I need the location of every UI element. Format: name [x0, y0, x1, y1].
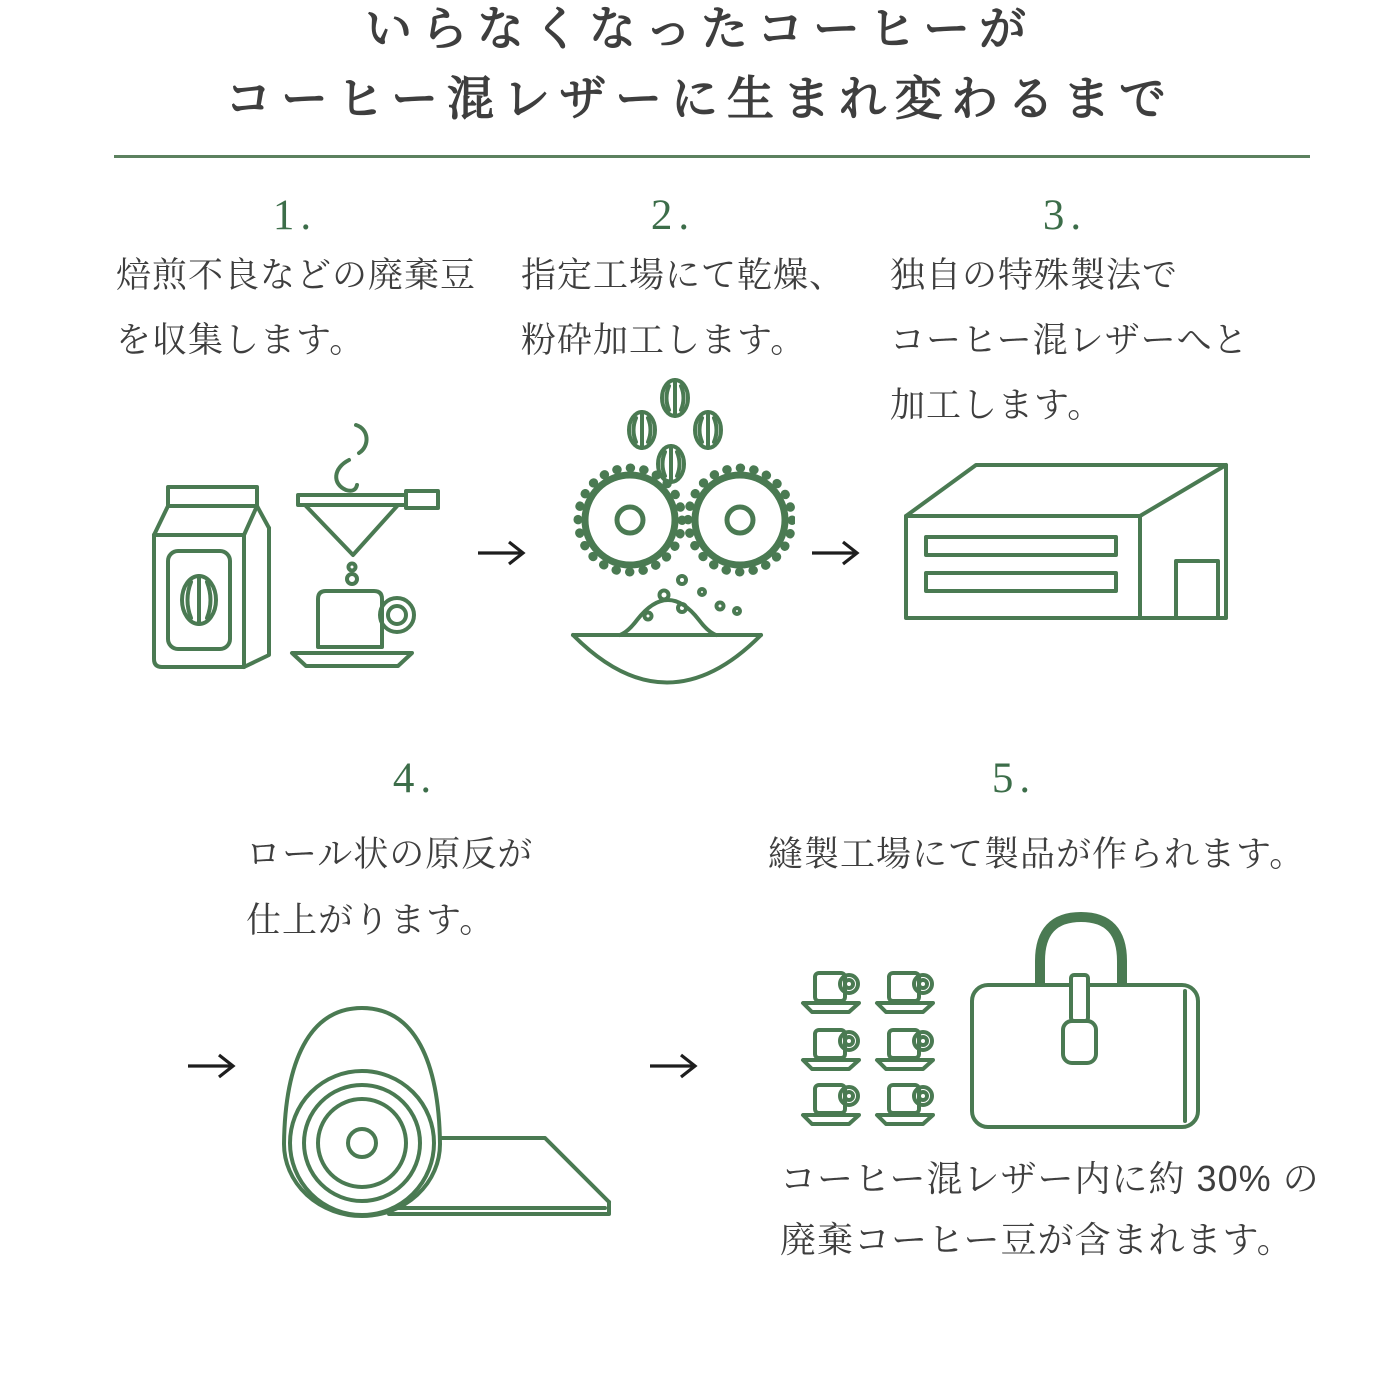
step-3-number: 3.: [1042, 192, 1088, 239]
step-2-line-2: 粉砕加工します。: [521, 321, 807, 360]
step-4-description: [246, 822, 533, 954]
footnote-line-1: コーヒー混レザー内に約 30% の: [780, 1158, 1320, 1199]
factory-icon: [900, 455, 1230, 627]
step-4-line-1: ロール状の原反が: [246, 835, 534, 874]
step-3-line-3: 加工します。: [890, 386, 1104, 425]
step-4-line-2: 仕上がります。: [246, 901, 496, 940]
step-5-line-1: 縫製工場にて製品が作られます。: [768, 835, 1306, 874]
coffee-pack-and-dripper-icon: [140, 415, 450, 680]
leather-roll-icon: [275, 992, 620, 1224]
step-2-number: 2.: [650, 192, 696, 239]
title-line-2: コーヒー混レザーに生まれ変わるまで: [224, 72, 1176, 125]
title-line-1: いらなくなったコーヒーが: [364, 2, 1036, 55]
step-2-description: [521, 243, 845, 373]
step-1-description: [116, 243, 476, 373]
step-3-description: [890, 243, 1249, 438]
arrow-right-icon: [810, 533, 864, 573]
step-1-number: 1.: [272, 192, 318, 239]
footnote-line-2: 廃棄コーヒー豆が含まれます。: [780, 1219, 1294, 1260]
coffee-cups-and-bag-icon: [800, 903, 1210, 1135]
arrow-right-icon: [648, 1046, 702, 1086]
page-title: [0, 0, 1400, 134]
step-2-line-1: 指定工場にて乾燥、: [521, 256, 846, 295]
footnote: [780, 1148, 1320, 1270]
step-1-line-1: 焙煎不良などの廃棄豆: [116, 256, 477, 295]
title-divider: [114, 155, 1310, 158]
step-5-number: 5.: [991, 755, 1037, 802]
step-3-line-2: コーヒー混レザーへと: [890, 321, 1249, 360]
step-1-line-2: を収集します。: [116, 321, 366, 360]
step-3-line-1: 独自の特殊製法で: [890, 256, 1179, 295]
step-5-description: [768, 822, 1305, 887]
arrow-right-icon: [476, 533, 530, 573]
arrow-right-icon: [186, 1046, 240, 1086]
grinding-mill-icon: [565, 368, 795, 688]
step-4-number: 4.: [392, 755, 438, 802]
